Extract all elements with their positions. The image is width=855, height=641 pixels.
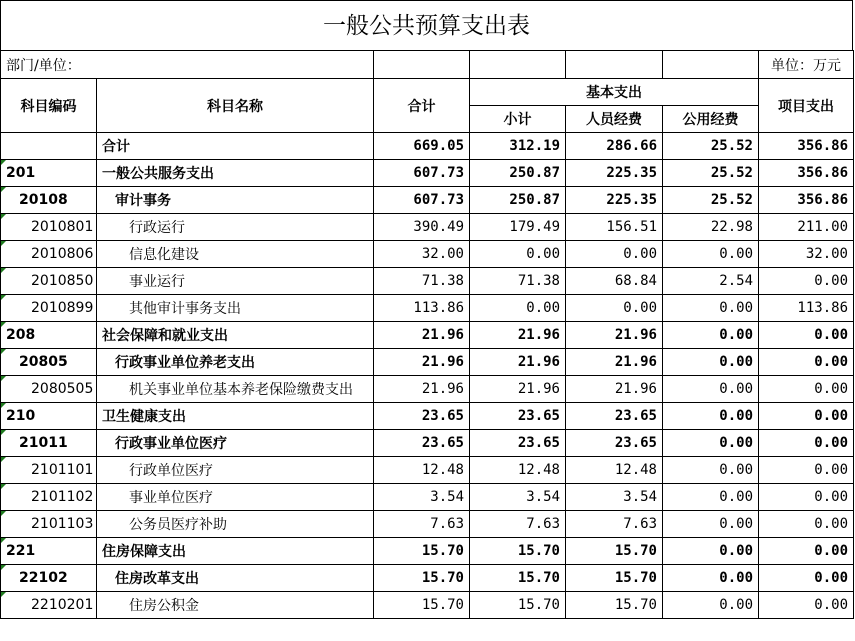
cell-personnel[interactable]: 21.96: [566, 322, 663, 349]
cell-public[interactable]: 0.00: [663, 538, 759, 565]
cell-personnel[interactable]: 0.00: [566, 241, 663, 268]
cell-project[interactable]: 113.86: [759, 295, 854, 322]
cell-personnel[interactable]: 3.54: [566, 484, 663, 511]
budget-table: [0, 50, 854, 619]
cell-code[interactable]: 201: [1, 160, 97, 187]
cell-subtotal[interactable]: 15.70: [470, 565, 566, 592]
cell-project[interactable]: 0.00: [759, 457, 854, 484]
cell-public[interactable]: 25.52: [663, 187, 759, 214]
cell-subtotal[interactable]: 15.70: [470, 592, 566, 619]
table-row[interactable]: [1, 241, 854, 268]
cell-personnel[interactable]: 23.65: [566, 403, 663, 430]
cell-public[interactable]: 0.00: [663, 592, 759, 619]
cell-code[interactable]: 2010899: [1, 295, 97, 322]
cell-personnel[interactable]: 21.96: [566, 349, 663, 376]
cell-code[interactable]: 20805: [1, 349, 97, 376]
cell-name[interactable]: 行政事业单位医疗: [97, 430, 374, 457]
table-row[interactable]: [1, 457, 854, 484]
cell-public[interactable]: 0.00: [663, 376, 759, 403]
cell-name[interactable]: 住房保障支出: [97, 538, 374, 565]
cell-subtotal[interactable]: 0.00: [470, 295, 566, 322]
cell-code[interactable]: 2210201: [1, 592, 97, 619]
cell-subtotal[interactable]: 21.96: [470, 376, 566, 403]
cell-subtotal[interactable]: 0.00: [470, 241, 566, 268]
cell-total[interactable]: 32.00: [374, 241, 470, 268]
table-row[interactable]: [1, 376, 854, 403]
cell-project[interactable]: 0.00: [759, 349, 854, 376]
cell-project[interactable]: 356.86: [759, 133, 854, 160]
cell-project[interactable]: 211.00: [759, 214, 854, 241]
table-row[interactable]: [1, 403, 854, 430]
cell-personnel[interactable]: 21.96: [566, 376, 663, 403]
cell-personnel[interactable]: 286.66: [566, 133, 663, 160]
table-row[interactable]: [1, 214, 854, 241]
cell-subtotal[interactable]: 21.96: [470, 349, 566, 376]
cell-public[interactable]: 25.52: [663, 133, 759, 160]
cell-code[interactable]: [1, 133, 97, 160]
cell-subtotal[interactable]: 312.19: [470, 133, 566, 160]
table-row[interactable]: [1, 160, 854, 187]
cell-public[interactable]: 0.00: [663, 457, 759, 484]
unit-blank-cell: [470, 51, 566, 79]
table-row[interactable]: [1, 592, 854, 619]
cell-total[interactable]: 607.73: [374, 160, 470, 187]
cell-total[interactable]: 15.70: [374, 592, 470, 619]
cell-total[interactable]: 607.73: [374, 187, 470, 214]
cell-subtotal[interactable]: 3.54: [470, 484, 566, 511]
unit-blank-cell: [374, 51, 470, 79]
cell-code[interactable]: 2010801: [1, 214, 97, 241]
cell-public[interactable]: 0.00: [663, 241, 759, 268]
cell-name[interactable]: 事业单位医疗: [97, 484, 374, 511]
cell-subtotal[interactable]: 23.65: [470, 430, 566, 457]
header-code: 科目编码: [1, 79, 97, 133]
cell-code[interactable]: 2080505: [1, 376, 97, 403]
cell-total[interactable]: 71.38: [374, 268, 470, 295]
cell-project[interactable]: 0.00: [759, 403, 854, 430]
cell-code[interactable]: 221: [1, 538, 97, 565]
cell-code[interactable]: 21011: [1, 430, 97, 457]
cell-subtotal[interactable]: 179.49: [470, 214, 566, 241]
cell-total[interactable]: 21.96: [374, 322, 470, 349]
cell-subtotal[interactable]: 15.70: [470, 538, 566, 565]
cell-name[interactable]: 卫生健康支出: [97, 403, 374, 430]
unit-label: 部门/单位：: [1, 51, 374, 79]
cell-total[interactable]: 7.63: [374, 511, 470, 538]
sheet-title: 一般公共预算支出表: [0, 0, 853, 50]
cell-code[interactable]: 22102: [1, 565, 97, 592]
cell-public[interactable]: 22.98: [663, 214, 759, 241]
cell-personnel[interactable]: 225.35: [566, 160, 663, 187]
cell-total[interactable]: 15.70: [374, 565, 470, 592]
table-row[interactable]: [1, 565, 854, 592]
cell-name[interactable]: 行政单位医疗: [97, 457, 374, 484]
cell-name[interactable]: 一般公共服务支出: [97, 160, 374, 187]
cell-project[interactable]: 0.00: [759, 484, 854, 511]
cell-code[interactable]: 208: [1, 322, 97, 349]
table-row[interactable]: [1, 133, 854, 160]
cell-personnel[interactable]: 68.84: [566, 268, 663, 295]
unit-blank-cell: [663, 51, 759, 79]
table-row[interactable]: [1, 322, 854, 349]
table-row[interactable]: [1, 187, 854, 214]
cell-code[interactable]: 2101101: [1, 457, 97, 484]
cell-personnel[interactable]: 156.51: [566, 214, 663, 241]
cell-project[interactable]: 0.00: [759, 268, 854, 295]
cell-name[interactable]: 其他审计事务支出: [97, 295, 374, 322]
unit-blank-cell: [566, 51, 663, 79]
cell-name[interactable]: 合计: [97, 133, 374, 160]
cell-public[interactable]: 0.00: [663, 484, 759, 511]
header-basic: 基本支出: [470, 79, 759, 106]
cell-personnel[interactable]: 12.48: [566, 457, 663, 484]
cell-total[interactable]: 12.48: [374, 457, 470, 484]
cell-personnel[interactable]: 15.70: [566, 538, 663, 565]
cell-project[interactable]: 356.86: [759, 160, 854, 187]
cell-code[interactable]: 2101102: [1, 484, 97, 511]
table-row[interactable]: [1, 511, 854, 538]
cell-code[interactable]: 2010806: [1, 241, 97, 268]
cell-total[interactable]: 21.96: [374, 349, 470, 376]
cell-total[interactable]: 23.65: [374, 430, 470, 457]
cell-name[interactable]: 住房改革支出: [97, 565, 374, 592]
cell-public[interactable]: 2.54: [663, 268, 759, 295]
cell-subtotal[interactable]: 23.65: [470, 403, 566, 430]
table-row[interactable]: [1, 538, 854, 565]
cell-code[interactable]: 2101103: [1, 511, 97, 538]
cell-name[interactable]: 住房公积金: [97, 592, 374, 619]
table-row[interactable]: [1, 349, 854, 376]
cell-personnel[interactable]: 23.65: [566, 430, 663, 457]
cell-code[interactable]: 20108: [1, 187, 97, 214]
cell-project[interactable]: 0.00: [759, 538, 854, 565]
cell-subtotal[interactable]: 250.87: [470, 160, 566, 187]
cell-personnel[interactable]: 15.70: [566, 565, 663, 592]
cell-code[interactable]: 210: [1, 403, 97, 430]
cell-project[interactable]: 0.00: [759, 565, 854, 592]
cell-name[interactable]: 社会保障和就业支出: [97, 322, 374, 349]
unit-row: [1, 51, 854, 79]
cell-public[interactable]: 25.52: [663, 160, 759, 187]
cell-name[interactable]: 事业运行: [97, 268, 374, 295]
cell-code[interactable]: 2010850: [1, 268, 97, 295]
cell-project[interactable]: 0.00: [759, 430, 854, 457]
header-subtotal: 小计: [470, 106, 566, 133]
header-public: 公用经费: [663, 106, 759, 133]
cell-name[interactable]: 公务员医疗补助: [97, 511, 374, 538]
cell-name[interactable]: 行政事业单位养老支出: [97, 349, 374, 376]
cell-project[interactable]: 0.00: [759, 376, 854, 403]
cell-project[interactable]: 0.00: [759, 592, 854, 619]
cell-public[interactable]: 0.00: [663, 349, 759, 376]
cell-personnel[interactable]: 15.70: [566, 592, 663, 619]
cell-total[interactable]: 113.86: [374, 295, 470, 322]
cell-name[interactable]: 审计事务: [97, 187, 374, 214]
cell-total[interactable]: 669.05: [374, 133, 470, 160]
cell-subtotal[interactable]: 250.87: [470, 187, 566, 214]
cell-name[interactable]: 信息化建设: [97, 241, 374, 268]
cell-public[interactable]: 0.00: [663, 295, 759, 322]
header-total: 合计: [374, 79, 470, 133]
cell-subtotal[interactable]: 12.48: [470, 457, 566, 484]
cell-personnel[interactable]: 0.00: [566, 295, 663, 322]
cell-project[interactable]: 0.00: [759, 511, 854, 538]
cell-personnel[interactable]: 225.35: [566, 187, 663, 214]
cell-subtotal[interactable]: 71.38: [470, 268, 566, 295]
header-personnel: 人员经费: [566, 106, 663, 133]
cell-project[interactable]: 0.00: [759, 322, 854, 349]
table-row[interactable]: [1, 295, 854, 322]
table-row[interactable]: [1, 484, 854, 511]
table-row[interactable]: [1, 430, 854, 457]
cell-total[interactable]: 23.65: [374, 403, 470, 430]
cell-public[interactable]: 0.00: [663, 511, 759, 538]
cell-total[interactable]: 390.49: [374, 214, 470, 241]
cell-name[interactable]: 机关事业单位基本养老保险缴费支出: [97, 376, 374, 403]
cell-project[interactable]: 32.00: [759, 241, 854, 268]
cell-public[interactable]: 0.00: [663, 403, 759, 430]
cell-subtotal[interactable]: 21.96: [470, 322, 566, 349]
cell-personnel[interactable]: 7.63: [566, 511, 663, 538]
header-row-1: [1, 79, 854, 106]
cell-total[interactable]: 21.96: [374, 376, 470, 403]
unit-right-label: 单位：万元: [759, 51, 854, 79]
table-row[interactable]: [1, 268, 854, 295]
cell-public[interactable]: 0.00: [663, 565, 759, 592]
cell-public[interactable]: 0.00: [663, 322, 759, 349]
cell-subtotal[interactable]: 7.63: [470, 511, 566, 538]
cell-total[interactable]: 15.70: [374, 538, 470, 565]
header-project: 项目支出: [759, 79, 854, 133]
cell-public[interactable]: 0.00: [663, 430, 759, 457]
cell-name[interactable]: 行政运行: [97, 214, 374, 241]
cell-project[interactable]: 356.86: [759, 187, 854, 214]
cell-total[interactable]: 3.54: [374, 484, 470, 511]
header-name: 科目名称: [97, 79, 374, 133]
